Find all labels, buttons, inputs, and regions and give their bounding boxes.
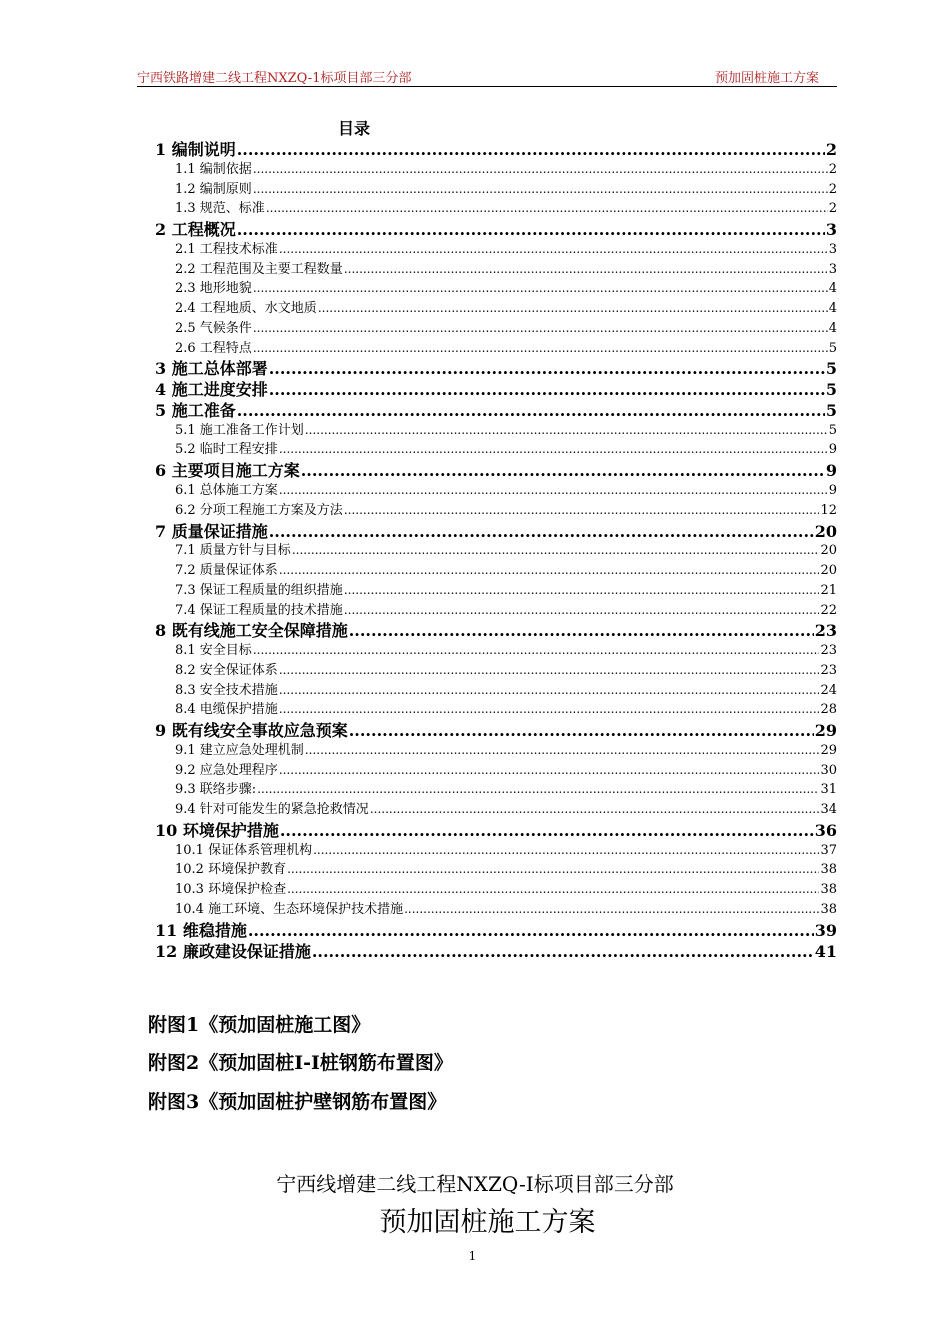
appendix-item-3: 附图3《预加固桩护壁钢筋布置图》 <box>148 1091 447 1113</box>
toc-entry[interactable] <box>155 217 837 238</box>
toc-subentry[interactable] <box>155 898 837 918</box>
toc-subentry[interactable] <box>155 878 837 898</box>
toc-entry-page: 3 <box>828 241 837 257</box>
toc-entry-title: 6 主要项目施工方案 <box>155 461 300 480</box>
toc-subentry[interactable] <box>155 197 837 217</box>
toc-entry-title: 9.1 建立应急处理机制 <box>175 742 304 758</box>
toc-entry[interactable] <box>155 137 837 158</box>
toc-leader-dots <box>287 882 819 897</box>
toc-entry-page: 2 <box>828 181 837 197</box>
toc-leader-dots <box>237 220 825 238</box>
toc-leader-dots <box>279 242 828 257</box>
toc-subentry[interactable] <box>155 579 837 599</box>
toc-subentry[interactable] <box>155 739 837 759</box>
toc-leader-dots <box>279 563 820 578</box>
toc-entry-title: 10.2 环境保护教育 <box>175 862 287 878</box>
toc-subentry[interactable] <box>155 238 837 258</box>
toc-entry-title: 1.2 编制原则 <box>175 181 252 197</box>
toc-entry-page: 2 <box>825 140 837 158</box>
toc-subentry[interactable] <box>155 599 837 619</box>
toc-entry-page: 23 <box>820 643 837 659</box>
toc-entry-title: 6.2 分项工程施工方案及方法 <box>175 502 343 518</box>
toc-entry[interactable] <box>155 377 837 398</box>
toc-leader-dots <box>280 821 814 839</box>
toc-entry[interactable] <box>155 398 837 419</box>
toc-entry-title: 2.3 地形地貌 <box>175 281 252 297</box>
toc-leader-dots <box>404 902 819 917</box>
toc-leader-dots <box>349 721 814 739</box>
toc-entry-page: 29 <box>820 742 837 758</box>
toc-entry-page: 38 <box>820 882 837 898</box>
toc-entry-title: 10.1 保证体系管理机构 <box>175 842 313 858</box>
toc-leader-dots <box>344 503 820 518</box>
toc-subentry[interactable] <box>155 479 837 499</box>
toc-entry-page: 4 <box>828 301 837 317</box>
toc-entry-page: 36 <box>814 820 837 839</box>
toc-leader-dots <box>269 522 814 540</box>
toc-subentry[interactable] <box>155 158 837 178</box>
toc-leader-dots <box>253 182 828 197</box>
toc-leader-dots <box>349 621 814 639</box>
toc-subentry[interactable] <box>155 438 837 458</box>
toc-subentry[interactable] <box>155 499 837 519</box>
toc-leader-dots <box>279 683 820 698</box>
page-header <box>137 66 837 87</box>
toc-entry-page: 2 <box>828 201 837 217</box>
toc-entry-title: 5 施工准备 <box>155 400 236 419</box>
toc-subentry[interactable] <box>155 659 837 679</box>
toc-subentry[interactable] <box>155 178 837 198</box>
toc-entry-page: 12 <box>820 502 837 518</box>
appendix-item-1: 附图1《预加固桩施工图》 <box>148 1014 371 1036</box>
toc-leader-dots <box>279 763 820 778</box>
toc-entry-title: 7.2 质量保证体系 <box>175 563 278 579</box>
toc-entry-title: 10 环境保护措施 <box>155 820 279 839</box>
toc-entry-title: 1.3 规范、标准 <box>175 201 265 217</box>
appendix-item-2: 附图2《预加固桩Ⅰ-Ⅰ桩钢筋布置图》 <box>148 1052 453 1074</box>
toc-entry-page: 5 <box>828 340 837 356</box>
toc-entry-title: 9.4 针对可能发生的紧急抢救情况 <box>175 802 369 818</box>
toc-entry-page: 31 <box>820 782 837 798</box>
toc-entry-title: 5.2 临时工程安排 <box>175 442 278 458</box>
toc-title: 目录 <box>338 119 371 138</box>
toc-subentry[interactable] <box>155 698 837 718</box>
header-project-name: 宁西铁路增建二线工程NXZQ-1标项目部三分部 <box>137 71 412 86</box>
toc-entry-page: 23 <box>820 662 837 678</box>
toc-entry-title: 6.1 总体施工方案 <box>175 483 278 499</box>
toc-entry-title: 2 工程概况 <box>155 220 236 238</box>
toc-entry-title: 10.4 施工环境、生态环境保护技术措施 <box>175 901 404 917</box>
toc-entry-title: 2.6 工程特点 <box>175 340 252 356</box>
toc-leader-dots <box>253 643 820 658</box>
toc-entry[interactable] <box>155 356 837 377</box>
toc-leader-dots <box>253 281 828 296</box>
toc-entry-page: 21 <box>820 582 837 598</box>
toc-leader-dots <box>370 802 820 817</box>
toc-subentry[interactable] <box>155 778 837 798</box>
toc-entry-title: 9.3 联络步骤: <box>175 782 257 798</box>
toc-subentry[interactable] <box>155 419 837 439</box>
toc-subentry[interactable] <box>155 639 837 659</box>
toc-entry-page: 30 <box>820 762 837 778</box>
toc-leader-dots <box>305 423 828 438</box>
document-title: 预加固桩施工方案 <box>379 1207 596 1238</box>
toc-entry[interactable] <box>155 458 837 479</box>
toc-entry-title: 7.4 保证工程质量的技术措施 <box>175 602 343 618</box>
toc-entry-page: 20 <box>820 563 837 579</box>
toc-leader-dots <box>253 341 828 356</box>
toc-subentry[interactable] <box>155 798 837 818</box>
toc-subentry[interactable] <box>155 559 837 579</box>
toc-entry-title: 9.2 应急处理程序 <box>175 762 278 778</box>
toc-leader-dots <box>305 743 820 758</box>
toc-leader-dots <box>248 921 814 939</box>
toc-entry-page: 24 <box>820 682 837 698</box>
toc-entry-title: 2.5 气候条件 <box>175 320 252 336</box>
toc-leader-dots <box>301 461 825 479</box>
toc-subentry[interactable] <box>155 539 837 559</box>
toc-entry-title: 11 维稳措施 <box>155 920 247 939</box>
toc-subentry[interactable] <box>155 258 837 278</box>
toc-entry-title: 12 廉政建设保证措施 <box>155 941 311 960</box>
toc-leader-dots <box>253 321 828 336</box>
toc-subentry[interactable] <box>155 679 837 699</box>
toc-entry-title: 1.1 编制依据 <box>175 161 252 177</box>
toc-leader-dots <box>253 162 828 177</box>
toc-entry-title: 7 质量保证措施 <box>155 521 268 540</box>
toc-entry-title: 8.2 安全保证体系 <box>175 662 278 678</box>
toc-subentry[interactable] <box>155 277 837 297</box>
toc-entry-title: 2.1 工程技术标准 <box>175 241 278 257</box>
toc-entry-title: 1 编制说明 <box>155 140 236 158</box>
toc-leader-dots <box>257 782 819 797</box>
toc-entry-page: 5 <box>825 380 837 398</box>
toc-subentry[interactable] <box>155 337 837 357</box>
header-document-name: 预加固桩施工方案 <box>714 71 819 86</box>
document-subtitle: 宁西线增建二线工程NXZQ-Ⅰ标项目部三分部 <box>276 1172 674 1196</box>
toc-leader-dots <box>312 942 814 960</box>
toc-entry-page: 29 <box>814 721 837 739</box>
toc-entry-page: 9 <box>828 483 837 499</box>
toc-entry-page: 22 <box>820 602 837 618</box>
toc-leader-dots <box>279 483 828 498</box>
toc-entry-page: 3 <box>828 261 837 277</box>
toc-leader-dots <box>279 663 820 678</box>
toc-leader-dots <box>313 843 819 858</box>
toc-leader-dots <box>269 359 825 377</box>
toc-entry-title: 8.3 安全技术措施 <box>175 682 278 698</box>
toc-leader-dots <box>269 380 825 398</box>
toc-entry[interactable] <box>155 918 837 939</box>
toc-entry-title: 5.1 施工准备工作计划 <box>175 422 304 438</box>
toc-entry-page: 38 <box>820 901 837 917</box>
toc-entry-title: 7.3 保证工程质量的组织措施 <box>175 582 343 598</box>
toc-entry[interactable] <box>155 718 837 739</box>
toc-subentry[interactable] <box>155 317 837 337</box>
toc-entry-title: 7.1 质量方针与目标 <box>175 543 291 559</box>
toc-entry-page: 4 <box>828 320 837 336</box>
toc-entry[interactable] <box>155 519 837 540</box>
toc-entry-page: 41 <box>814 941 837 960</box>
toc-entry-title: 3 施工总体部署 <box>155 359 268 378</box>
toc-entry-page: 20 <box>814 521 837 540</box>
toc-entry[interactable] <box>155 618 837 639</box>
toc-entry-page: 37 <box>820 842 837 858</box>
toc-leader-dots <box>287 862 819 877</box>
toc-subentry[interactable] <box>155 297 837 317</box>
toc-entry-title: 4 施工进度安排 <box>155 380 268 398</box>
toc-leader-dots <box>237 140 825 158</box>
toc-leader-dots <box>237 401 825 419</box>
toc-entry-title: 8 既有线施工安全保障措施 <box>155 621 348 640</box>
toc-entry-page: 5 <box>825 400 837 419</box>
toc-entry-page: 20 <box>820 543 837 559</box>
toc-leader-dots <box>279 702 820 717</box>
toc-entry-title: 9 既有线安全事故应急预案 <box>155 721 348 739</box>
toc-leader-dots <box>279 442 828 457</box>
toc-leader-dots <box>266 201 828 216</box>
table-of-contents <box>155 137 837 959</box>
toc-entry-title: 8.4 电缆保护措施 <box>175 702 278 718</box>
toc-entry-title: 10.3 环境保护检查 <box>175 882 287 898</box>
toc-leader-dots <box>344 603 820 618</box>
toc-entry[interactable] <box>155 939 837 960</box>
toc-leader-dots <box>292 543 820 558</box>
toc-entry-page: 5 <box>828 422 837 438</box>
toc-entry[interactable] <box>155 818 837 839</box>
toc-leader-dots <box>344 262 828 277</box>
toc-entry-page: 39 <box>814 920 837 939</box>
toc-subentry[interactable] <box>155 858 837 878</box>
toc-entry-page: 2 <box>828 161 837 177</box>
toc-entry-page: 34 <box>820 802 837 818</box>
toc-entry-page: 23 <box>814 621 837 640</box>
toc-entry-page: 9 <box>828 442 837 458</box>
toc-subentry[interactable] <box>155 839 837 859</box>
toc-entry-page: 28 <box>820 702 837 718</box>
page-number: 1 <box>468 1249 477 1263</box>
toc-entry-title: 2.2 工程范围及主要工程数量 <box>175 261 343 277</box>
toc-subentry[interactable] <box>155 759 837 779</box>
toc-entry-page: 38 <box>820 862 837 878</box>
toc-entry-page: 5 <box>825 359 837 378</box>
toc-entry-page: 4 <box>828 281 837 297</box>
toc-entry-page: 3 <box>825 220 837 238</box>
toc-entry-title: 2.4 工程地质、水文地质 <box>175 301 317 317</box>
toc-entry-title: 8.1 安全目标 <box>175 643 252 659</box>
toc-entry-page: 9 <box>825 461 837 480</box>
toc-leader-dots <box>318 301 828 316</box>
toc-leader-dots <box>344 583 820 598</box>
